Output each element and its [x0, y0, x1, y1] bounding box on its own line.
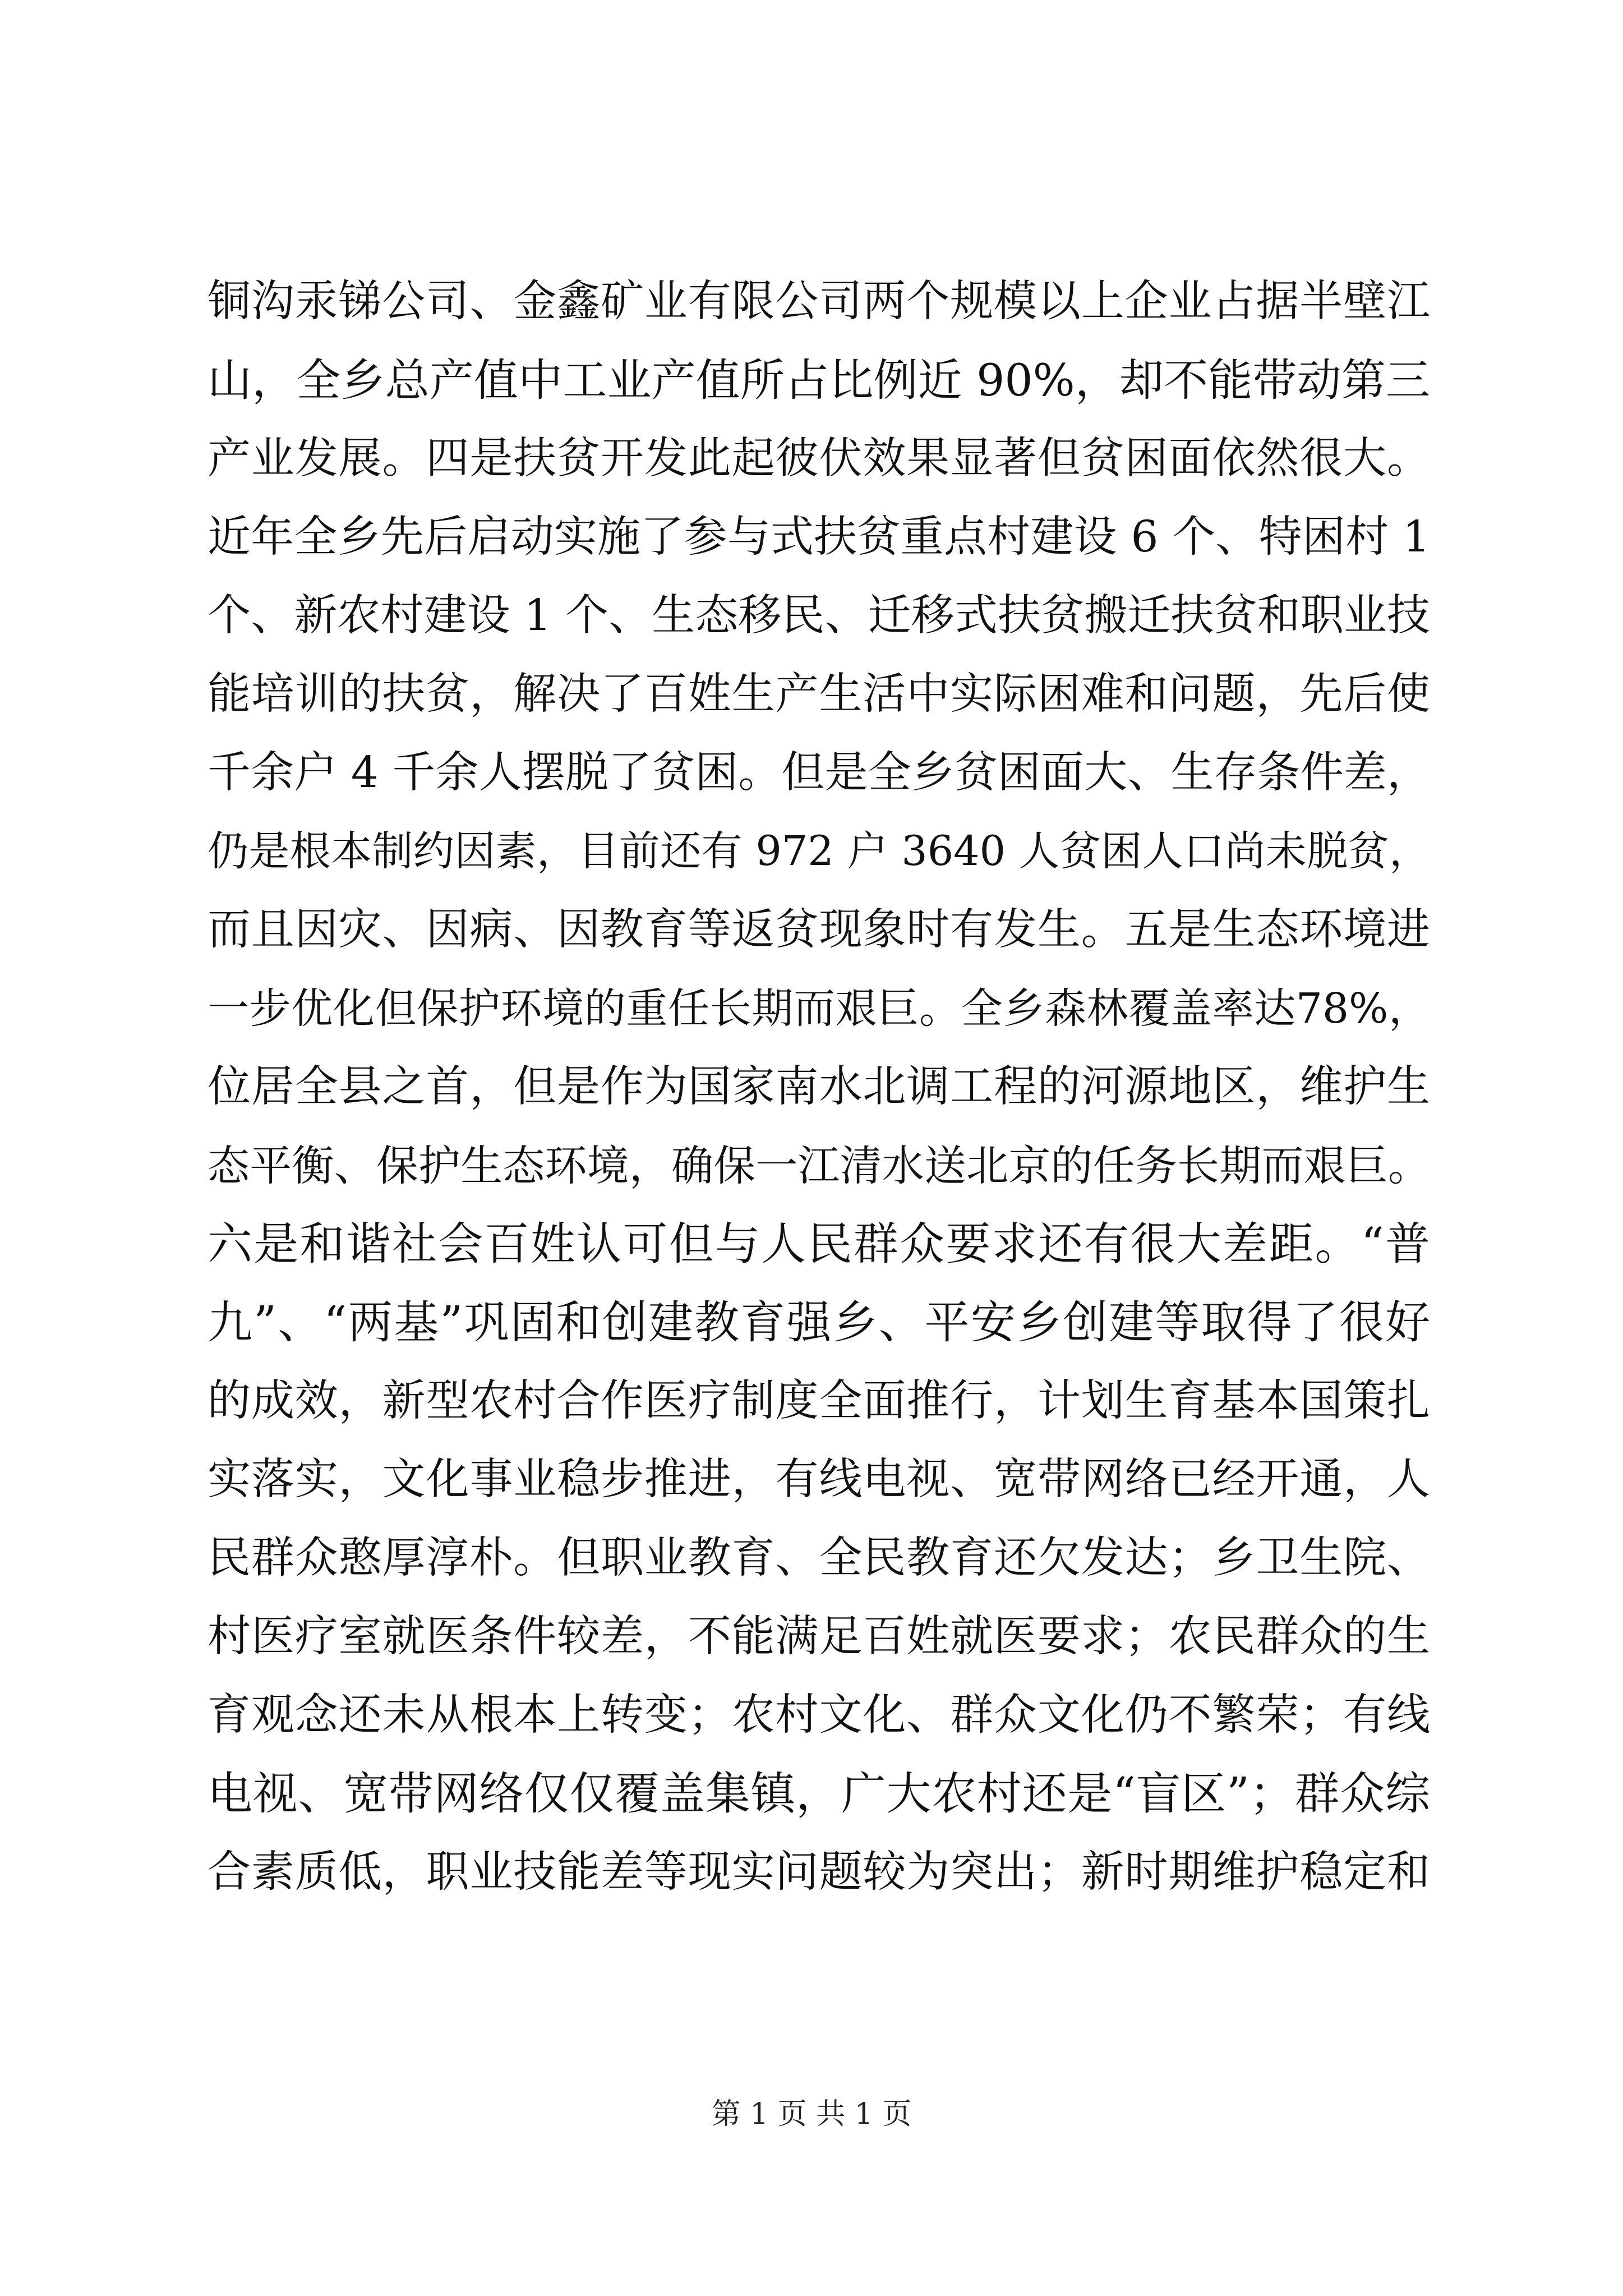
text-line: 个、新农村建设 1 个、生态移民、迁移式扶贫搬迁扶贫和职业技 — [208, 591, 1430, 641]
text-line: 山，全乡总产值中工业产值所占比例近 90%，却不能带动第三 — [208, 355, 1430, 406]
text-line: 实落实，文化事业稳步推进，有线电视、宽带网络已经开通，人 — [208, 1455, 1430, 1504]
page-number-footer: 第 1 页 共 1 页 — [711, 2097, 912, 2131]
text-line: 近年全乡先后启动实施了参与式扶贫重点村建设 6 个、特困村 1 — [208, 512, 1430, 562]
text-line: 而且因灾、因病、因教育等返贫现象时有发生。五是生态环境进 — [208, 905, 1430, 955]
text-line: 能培训的扶贫，解决了百姓生产生活中实际困难和问题，先后使 — [208, 669, 1430, 719]
text-line: 一步优化但保护环境的重任长期而艰巨。全乡森林覆盖率达78%， — [208, 984, 1430, 1033]
text-line: 村医疗室就医条件较差，不能满足百姓就医要求；农民群众的生 — [208, 1612, 1430, 1662]
text-line: 态平衡、保护生态环境，确保一江清水送北京的任务长期而艰巨。 — [208, 1141, 1430, 1190]
text-line: 民群众憨厚淳朴。但职业教育、全民教育还欠发达；乡卫生院、 — [208, 1533, 1430, 1583]
text-line: 合素质低，职业技能差等现实问题较为突出；新时期维护稳定和 — [208, 1847, 1430, 1897]
text-line: 位居全县之首，但是作为国家南水北调工程的河源地区，维护生 — [208, 1062, 1430, 1112]
text-line: 产业发展。四是扶贫开发此起彼伏效果显著但贫困面依然很大。 — [208, 434, 1430, 484]
text-line: 育观念还未从根本上转变；农村文化、群众文化仍不繁荣；有线 — [208, 1690, 1430, 1740]
text-line: 千余户 4 千余人摆脱了贫困。但是全乡贫困面大、生存条件差， — [208, 748, 1430, 798]
text-line: 九”、“两基”巩固和创建教育强乡、平安乡创建等取得了很好 — [208, 1296, 1430, 1349]
text-line: 仍是根本制约因素，目前还有 972 户 3640 人贫困人口尚未脱贫， — [208, 827, 1430, 875]
body-paragraph — [208, 263, 1430, 1912]
text-line: 铜沟汞锑公司、金鑫矿业有限公司两个规模以上企业占据半壁江 — [208, 277, 1430, 326]
text-line: 六是和谐社会百姓认可但与人民群众要求还有很大差距。“普 — [208, 1218, 1430, 1270]
text-line: 的成效，新型农村合作医疗制度全面推行，计划生育基本国策扎 — [208, 1376, 1430, 1426]
text-line: 电视、宽带网络仅仅覆盖集镇，广大农村还是“盲区”；群众综 — [208, 1768, 1430, 1820]
